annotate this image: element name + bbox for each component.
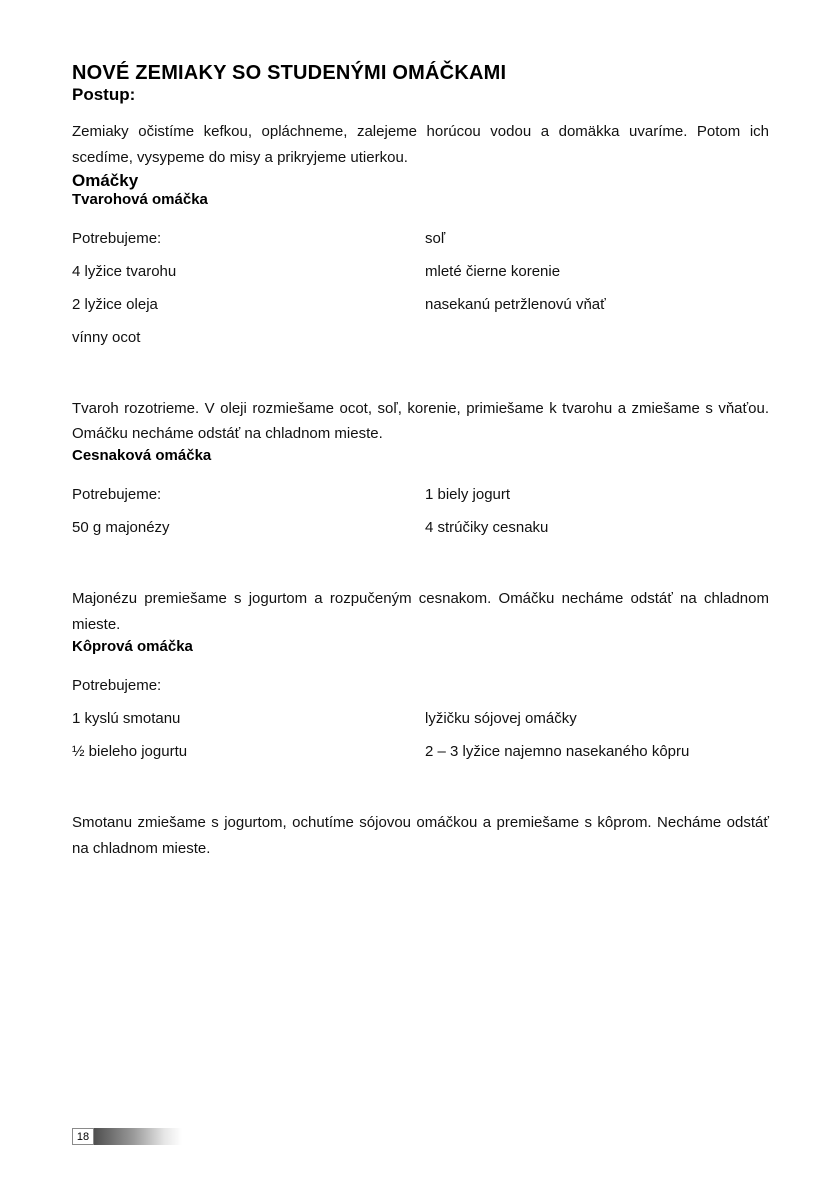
ingredient-right: 4 strúčiky cesnaku — [425, 519, 549, 537]
ingredient-left: ½ bieleho jogurtu — [72, 742, 188, 760]
ingredient-row — [72, 478, 769, 511]
sauce-instructions: Smotanu zmiešame s jogurtom, ochutíme sójovou omáčkou a premiešame s kôprom. Necháme odstáť na chladnom mieste. — [72, 813, 769, 857]
ingredient-list — [72, 222, 769, 354]
ingredient-right — [425, 321, 769, 354]
ingredient-row — [72, 669, 769, 702]
ingredient-right: mleté čierne korenie — [425, 262, 561, 280]
ingredient-right: 1 biely jogurt — [425, 486, 511, 504]
page-footer — [72, 1128, 182, 1145]
sauce-title: Cesnaková omáčka — [72, 447, 212, 465]
sauce-section-koprova — [72, 638, 769, 862]
ingredient-right: lyžičku sójovej omáčky — [425, 709, 577, 727]
ingredient-right: soľ — [425, 229, 446, 247]
ingredient-left: vínny ocot — [72, 328, 141, 346]
sauce-section-tvarohova — [72, 191, 769, 448]
ingredient-row — [72, 255, 769, 288]
ingredient-left: 50 g majonézy — [72, 519, 170, 537]
sauce-instructions: Tvaroh rozotrieme. V oleji rozmiešame ocot, soľ, korenie, primiešame k tvarohu a zmiešame s vňaťou. Omáčku necháme odstáť na chladnom mieste. — [72, 399, 769, 443]
sauce-title: Kôprová omáčka — [72, 637, 193, 655]
sauces-heading: Omáčky — [72, 170, 139, 190]
ingredient-left: 4 lyžice tvarohu — [72, 262, 177, 280]
ingredient-row — [72, 735, 769, 768]
ingredient-row — [72, 321, 769, 354]
ingredient-left: 1 kyslú smotanu — [72, 709, 181, 727]
ingredient-right: nasekanú petržlenovú vňať — [425, 295, 606, 313]
ingredient-list — [72, 669, 769, 768]
ingredient-right — [425, 669, 769, 702]
sauce-section-cesnakova — [72, 447, 769, 638]
page-title: NOVÉ ZEMIAKY SO STUDENÝMI OMÁČKAMI — [72, 62, 507, 84]
procedure-text: Zemiaky očistíme kefkou, opláchneme, zalejeme horúcou vodou a domäkka uvaríme. Potom ich scedíme, vysypeme do misy a prikryjeme utierkou. — [72, 123, 769, 166]
sauce-title: Tvarohová omáčka — [72, 190, 208, 208]
ingredient-row — [72, 222, 769, 255]
ingredient-left: Potrebujeme: — [72, 229, 162, 247]
ingredient-list — [72, 478, 769, 544]
ingredient-left: 2 lyžice oleja — [72, 295, 158, 313]
ingredient-left: Potrebujeme: — [72, 676, 162, 694]
ingredient-left: Potrebujeme: — [72, 486, 162, 504]
ingredient-right: 2 – 3 lyžice najemno nasekaného kôpru — [425, 742, 690, 760]
ingredient-row — [72, 288, 769, 321]
ingredient-row — [72, 511, 769, 544]
page-number: 18 — [72, 1128, 94, 1145]
sauce-instructions: Majonézu premiešame s jogurtom a rozpučeným cesnakom. Omáčku necháme odstáť na chladnom mieste. — [72, 590, 769, 633]
ingredient-row — [72, 702, 769, 735]
footer-gradient-bar — [94, 1128, 182, 1145]
procedure-heading: Postup: — [72, 85, 136, 104]
